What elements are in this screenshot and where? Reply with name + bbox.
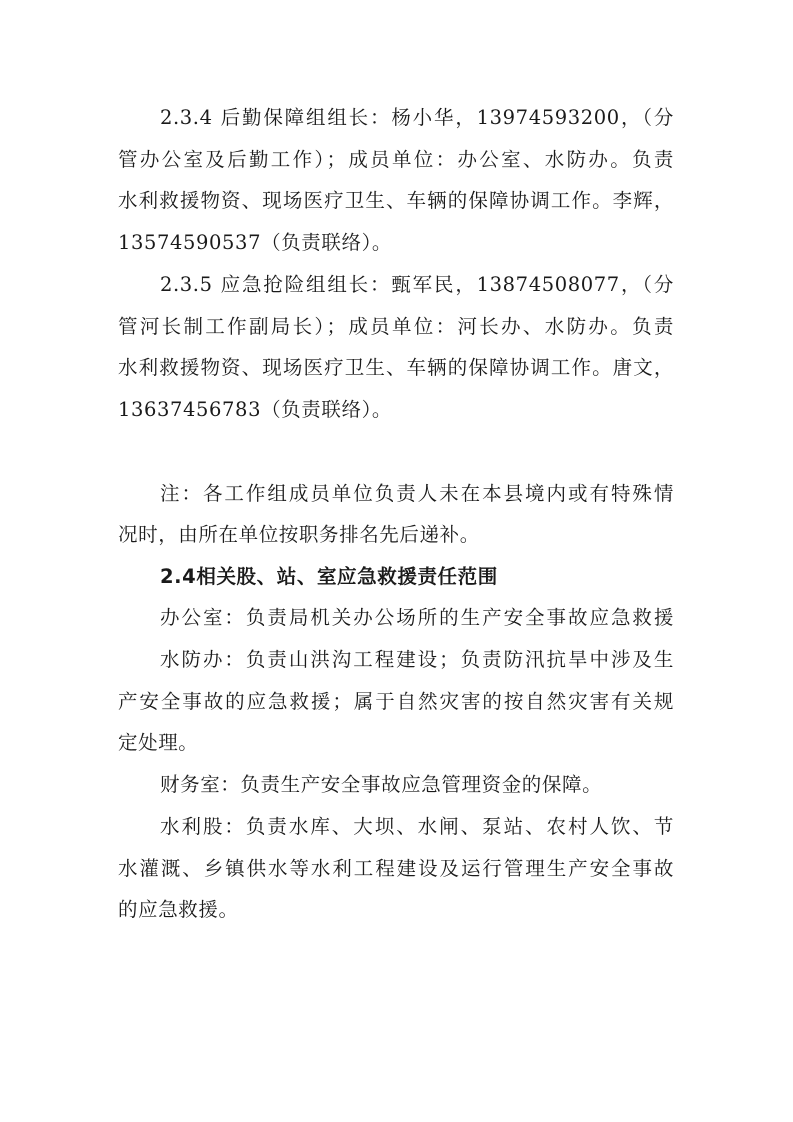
- text-line-rescue-3: 水利救援物资、现场医疗卫生、车辆的保障协调工作。唐文，: [118, 356, 674, 379]
- note-line-2: 况时，由所在单位按职务排名先后递补。: [118, 523, 480, 546]
- text-line-rescue-1: 2.3.5 应急抢险组组长：甄军民，13874508077，（分: [160, 273, 674, 296]
- finance-office-line: 财务室：负责生产安全事故应急管理资金的保障。: [160, 773, 603, 796]
- text-line-logistics-3: 水利救援物资、现场医疗卫生、车辆的保障协调工作。李辉，: [118, 189, 674, 212]
- text-line-logistics-2: 管办公室及后勤工作）；成员单位：办公室、水防办。负责: [118, 148, 674, 171]
- water-conservancy-line-2: 水灌溉、乡镇供水等水利工程建设及运行管理生产安全事故: [118, 857, 674, 880]
- water-conservancy-line-3: 的应急救援。: [118, 898, 239, 921]
- text-line-rescue-2: 管河长制工作副局长）；成员单位：河长办、水防办。负责: [118, 315, 674, 338]
- flood-office-line-2: 产安全事故的应急救援；属于自然灾害的按自然灾害有关规: [118, 690, 674, 713]
- text-line-logistics-1: 2.3.4 后勤保障组组长：杨小华，13974593200，（分: [160, 106, 674, 129]
- water-conservancy-line-1: 水利股：负责水库、大坝、水闸、泵站、农村人饮、节: [160, 815, 674, 838]
- note-line-1: 注：各工作组成员单位负责人未在本县境内或有特殊情: [160, 482, 674, 505]
- text-line-rescue-4: 13637456783（负责联络）。: [118, 398, 393, 421]
- office-duty-line: 办公室：负责局机关办公场所的生产安全事故应急救援: [160, 606, 674, 629]
- text-line-logistics-4: 13574590537（负责联络）。: [118, 231, 393, 254]
- flood-office-line-1: 水防办：负责山洪沟工程建设；负责防汛抗旱中涉及生: [160, 648, 674, 671]
- flood-office-line-3: 定处理。: [118, 731, 199, 754]
- section-heading-2-4: 2.4相关股、站、室应急救援责任范围: [160, 565, 498, 588]
